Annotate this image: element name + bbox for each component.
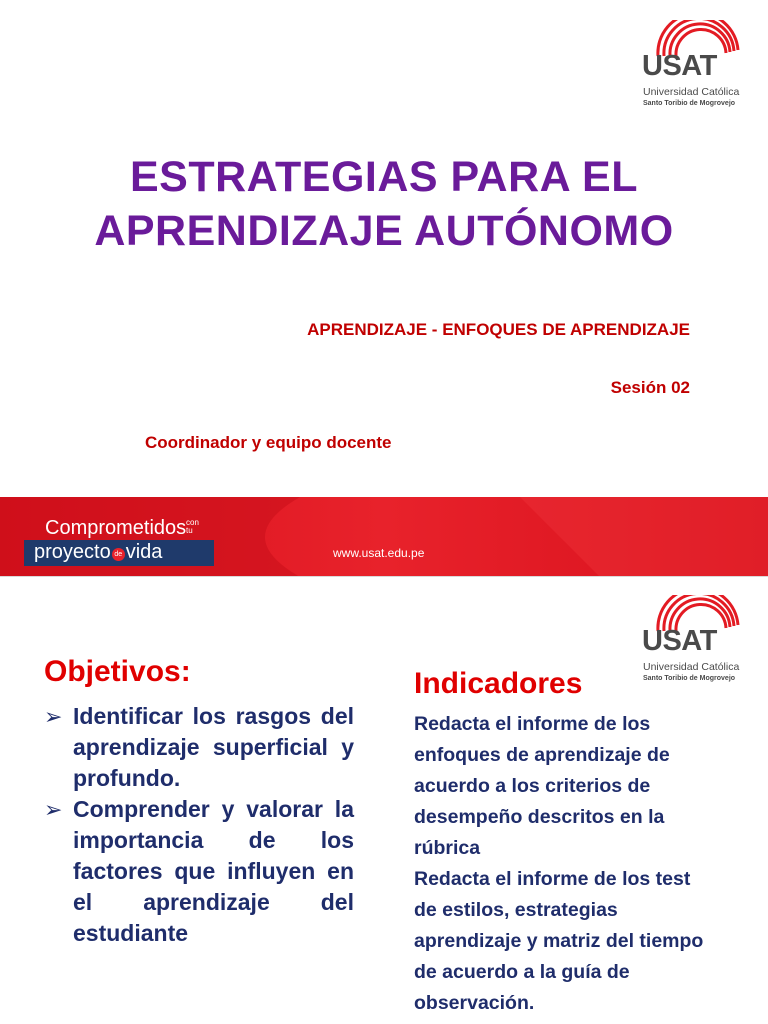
objectives-slide: [0, 577, 768, 1024]
coordinator-label: Coordinador y equipo docente: [145, 433, 392, 452]
logo-university-name: Universidad Católica: [643, 86, 740, 98]
slogan-proyecto-de-vida: [34, 541, 162, 564]
slogan-box: [24, 540, 214, 566]
slide-title-line2: APRENDIZAJE AUTÓNOMO: [94, 207, 674, 255]
objective-text: Identificar los rasgos del aprendizaje superficial y profundo.: [73, 703, 354, 791]
arrow-bullet-icon: ➢: [44, 704, 63, 729]
slide-title-line1: ESTRATEGIAS PARA EL: [129, 153, 638, 201]
logo-university-subname: Santo Toribio de Mogrovejo: [643, 100, 736, 107]
usat-logo: [642, 595, 742, 682]
indicators-heading: Indicadores: [414, 667, 583, 700]
footer-banner: [0, 497, 768, 577]
slogan-tu: tu: [186, 526, 193, 535]
slogan-con-tu: [186, 519, 199, 535]
objectives-heading: Objetivos:: [44, 655, 191, 688]
indicators-body: [414, 709, 714, 1019]
list-item: [44, 701, 354, 794]
logo-wordmark: USAT: [642, 50, 717, 82]
website-url[interactable]: www.usat.edu.pe: [333, 546, 425, 560]
logo-university-subname: Santo Toribio de Mogrovejo: [643, 675, 736, 682]
slogan-comprometidos: Comprometidos: [45, 517, 187, 539]
slogan-con: con: [186, 518, 199, 527]
logo-university-name: Universidad Católica: [643, 661, 740, 673]
slide-subtitle: APRENDIZAJE - ENFOQUES DE APRENDIZAJE: [307, 320, 690, 339]
slogan-proyecto: proyecto: [34, 541, 111, 563]
usat-logo: [642, 20, 742, 107]
slogan-vida: vida: [125, 541, 163, 563]
objectives-list: [44, 701, 354, 949]
indicator-text: Redacta el informe de los test de estilos, estrategias aprendizaje y matriz del tiempo de acuerdo a la guía de observación.: [414, 868, 704, 1014]
objective-text: Comprender y valorar la importancia de los factores que influyen en el aprendizaje del estudiante: [73, 796, 354, 946]
slogan-de-badge: de: [112, 548, 125, 561]
arrow-bullet-icon: ➢: [44, 797, 63, 822]
logo-wordmark: USAT: [642, 625, 717, 657]
session-label: Sesión 02: [610, 378, 690, 397]
list-item: [44, 794, 354, 949]
indicator-text: Redacta el informe de los enfoques de aprendizaje de acuerdo a los criterios de desempeño descritos en la rúbrica: [414, 713, 670, 859]
